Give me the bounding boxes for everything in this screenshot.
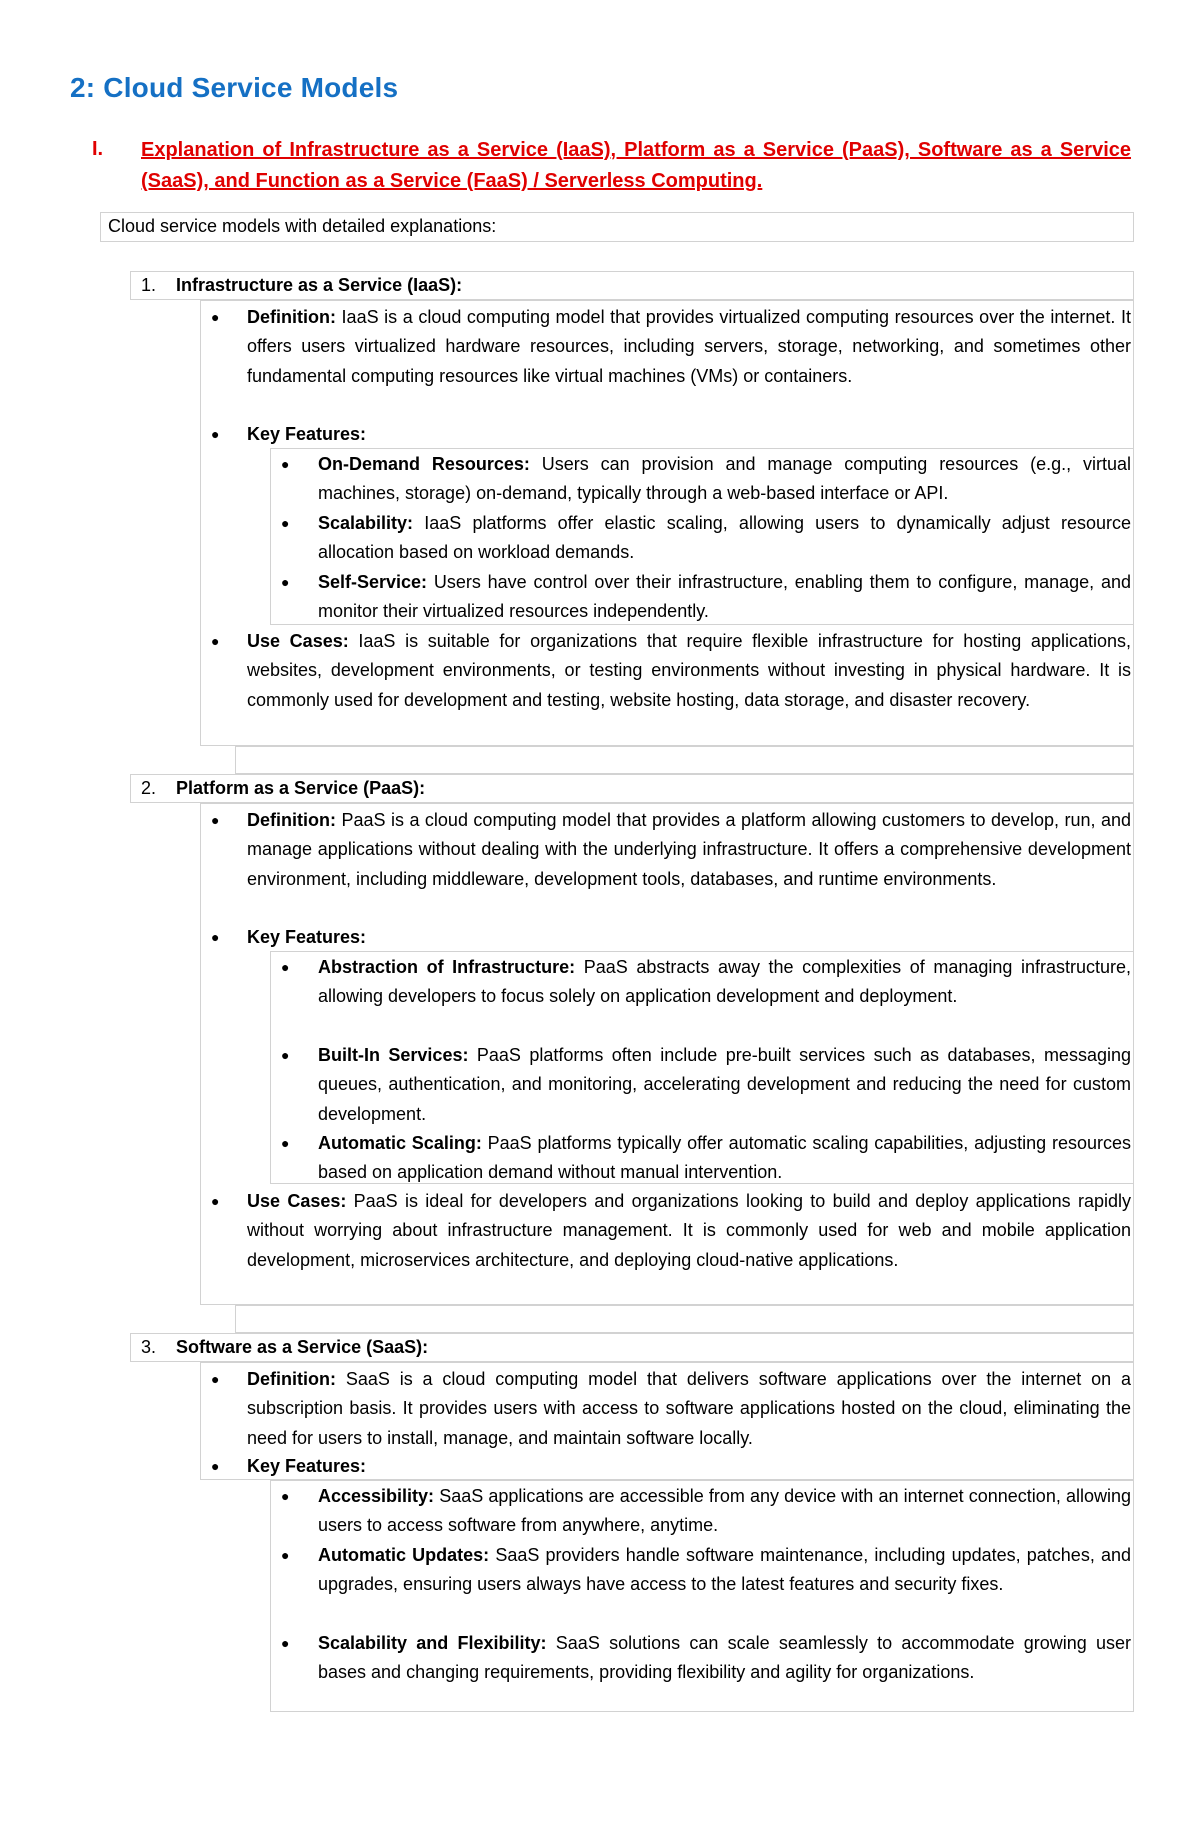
- model-heading: [0, 271, 1200, 300]
- use-cases-label: Use Cases:: [247, 1191, 347, 1211]
- feature-item: [318, 1482, 1131, 1541]
- feature-item: [318, 1129, 1131, 1188]
- feature-label: Self-Service:: [318, 572, 428, 592]
- feature-item: [318, 1041, 1131, 1129]
- feature-item: [318, 1629, 1131, 1688]
- bullet-icon: ●: [281, 1135, 290, 1151]
- intro-text: Cloud service models with detailed explanations:: [108, 216, 497, 236]
- spacer-box: [235, 746, 1134, 774]
- bullet-icon: ●: [211, 929, 220, 945]
- model-title: Platform as a Service (PaaS):: [176, 778, 426, 798]
- feature-label: Automatic Updates:: [318, 1545, 490, 1565]
- spacer-box: [235, 1305, 1134, 1333]
- intro-box: [100, 212, 1134, 242]
- feature-label: Automatic Scaling:: [318, 1133, 482, 1153]
- definition-item: [247, 806, 1131, 894]
- key-features-item: [247, 420, 1131, 449]
- use-cases-text: PaaS is ideal for developers and organizations looking to build and deploy applications rapidly without worrying about infrastructure management. It is commonly used for web and mobile application development, microservices architecture, and deploying cloud-native applications.: [247, 1191, 1131, 1270]
- feature-item: [318, 568, 1131, 627]
- bullet-icon: ●: [281, 1488, 290, 1504]
- feature-label: On-Demand Resources:: [318, 454, 530, 474]
- key-features-item: [247, 1452, 1131, 1481]
- feature-text: SaaS providers handle software maintenance, including updates, patches, and upgrades, ensuring users always have access to the latest features and security fixes.: [318, 1545, 1132, 1595]
- feature-label: Scalability and Flexibility:: [318, 1633, 547, 1653]
- definition-text: SaaS is a cloud computing model that delivers software applications over the internet on a subscription basis. It provides users with access to software applications hosted on the cloud, eliminating the need for users to install, manage, and maintain software locally.: [247, 1369, 1131, 1448]
- definition-text: IaaS is a cloud computing model that provides virtualized computing resources over the internet. It offers users virtualized hardware resources, including servers, storage, networking, and sometimes other fundamental computing resources like virtual machines (VMs) or containers.: [247, 307, 1131, 386]
- bullet-icon: ●: [281, 1635, 290, 1651]
- key-features-label: Key Features:: [247, 927, 367, 947]
- definition-label: Definition:: [247, 810, 336, 830]
- use-cases-item: [247, 1187, 1131, 1275]
- bullet-icon: ●: [211, 633, 220, 649]
- model-heading: [0, 774, 1200, 803]
- feature-text: Users have control over their infrastructure, enabling them to configure, manage, and monitor their virtualized resources independently.: [318, 572, 1131, 622]
- definition-item: [247, 303, 1131, 391]
- feature-text: SaaS solutions can scale seamlessly to accommodate growing user bases and changing requirements, providing flexibility and agility for organizations.: [318, 1633, 1131, 1683]
- feature-item: [318, 953, 1131, 1012]
- bullet-icon: ●: [281, 959, 290, 975]
- bullet-icon: ●: [211, 812, 220, 828]
- key-features-label: Key Features:: [247, 424, 367, 444]
- feature-label: Abstraction of Infrastructure:: [318, 957, 576, 977]
- model-heading: [0, 1333, 1200, 1362]
- feature-text: PaaS abstracts away the complexities of managing infrastructure, allowing developers to focus solely on application development and deployment.: [318, 957, 1131, 1007]
- page-title: 2: Cloud Service Models: [70, 72, 399, 103]
- bullet-icon: ●: [211, 426, 220, 442]
- bullet-icon: ●: [281, 574, 290, 590]
- model-number: 1.: [141, 275, 157, 295]
- bullet-icon: ●: [281, 1547, 290, 1563]
- model-number: 2.: [141, 778, 157, 798]
- definition-label: Definition:: [247, 1369, 336, 1389]
- feature-text: IaaS platforms offer elastic scaling, allowing users to dynamically adjust resource allocation based on workload demands.: [318, 513, 1131, 563]
- feature-text: SaaS applications are accessible from any device with an internet connection, allowing users to access software from anywhere, anytime.: [318, 1486, 1131, 1536]
- bullet-icon: ●: [281, 515, 290, 531]
- feature-label: Built-In Services:: [318, 1045, 469, 1065]
- section-title: Explanation of Infrastructure as a Service (IaaS), Platform as a Service (PaaS), Software as a Service (SaaS), and Function as a Service (FaaS) / Serverless Computing.: [141, 139, 1131, 192]
- definition-label: Definition:: [247, 307, 336, 327]
- model-title: Software as a Service (SaaS):: [176, 1337, 429, 1357]
- bullet-icon: ●: [211, 1371, 220, 1387]
- definition-item: [247, 1365, 1131, 1453]
- key-features-label: Key Features:: [247, 1456, 367, 1476]
- feature-text: PaaS platforms often include pre-built services such as databases, messaging queues, authentication, and monitoring, accelerating development and reducing the need for custom development.: [318, 1045, 1131, 1124]
- feature-item: [318, 509, 1131, 568]
- use-cases-item: [247, 627, 1131, 715]
- feature-text: Users can provision and manage computing resources (e.g., virtual machines, storage) on-demand, typically through a web-based interface or API.: [318, 454, 1131, 504]
- feature-item: [318, 1541, 1131, 1600]
- key-features-item: [247, 923, 1131, 952]
- use-cases-text: IaaS is suitable for organizations that require flexible infrastructure for hosting applications, websites, development environments, or testing environments without investing in physical hardware. It is commonly used for development and testing, website hosting, data storage, and disaster recovery.: [247, 631, 1131, 710]
- section-number: I.: [92, 138, 104, 160]
- model-title: Infrastructure as a Service (IaaS):: [176, 275, 463, 295]
- bullet-icon: ●: [211, 1458, 220, 1474]
- model-number: 3.: [141, 1337, 157, 1357]
- bullet-icon: ●: [281, 1047, 290, 1063]
- feature-label: Accessibility:: [318, 1486, 435, 1506]
- feature-label: Scalability:: [318, 513, 414, 533]
- feature-text: PaaS platforms typically offer automatic scaling capabilities, adjusting resources based on application demand without manual intervention.: [318, 1133, 1131, 1183]
- bullet-icon: ●: [211, 1193, 220, 1209]
- use-cases-label: Use Cases:: [247, 631, 349, 651]
- definition-text: PaaS is a cloud computing model that provides a platform allowing customers to develop, run, and manage applications without dealing with the underlying infrastructure. It offers a comprehensive development environment, including middleware, development tools, databases, and runtime environments.: [247, 810, 1131, 889]
- bullet-icon: ●: [211, 309, 220, 325]
- feature-item: [318, 450, 1131, 509]
- bullet-icon: ●: [281, 456, 290, 472]
